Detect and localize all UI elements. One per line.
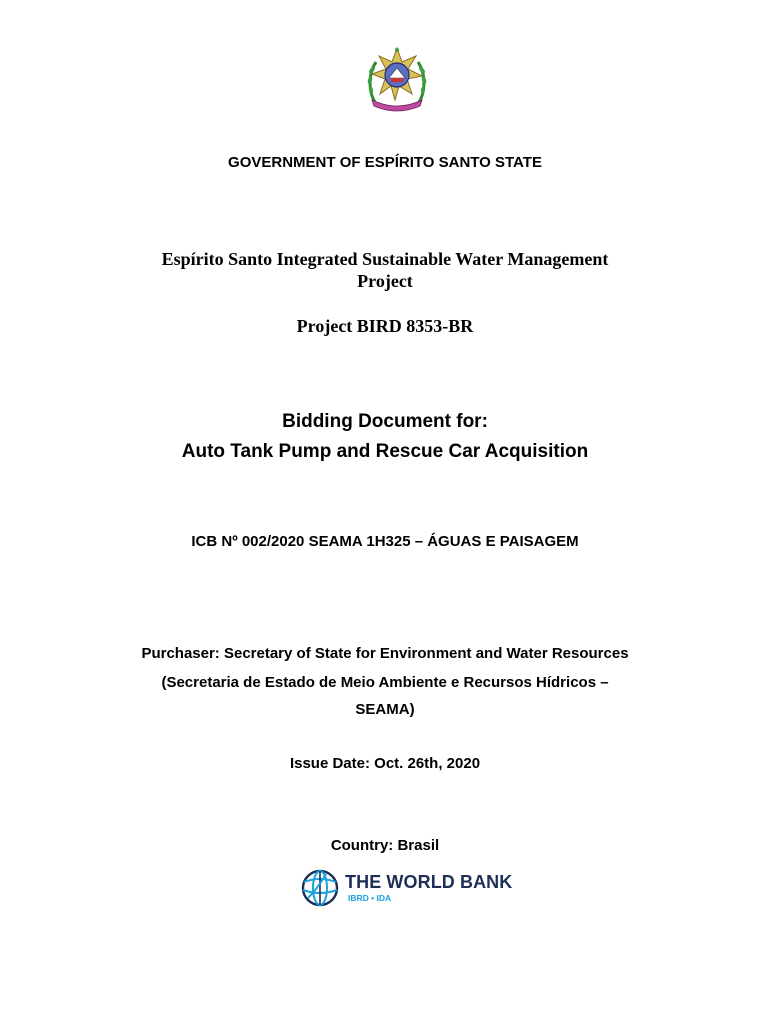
coat-of-arms-icon bbox=[362, 44, 432, 114]
world-bank-name: THE WORLD BANK bbox=[345, 872, 513, 892]
purchaser-line-1: Purchaser: Secretary of State for Environment and Water Resources bbox=[141, 645, 629, 662]
world-bank-subtitle: IBRD • IDA bbox=[348, 893, 392, 903]
project-title-line-1: Espírito Santo Integrated Sustainable Water Management bbox=[161, 249, 609, 269]
icb-reference: ICB Nº 002/2020 SEAMA 1H325 – ÁGUAS E PAISAGEM bbox=[191, 533, 579, 550]
purchaser-line-2: (Secretaria de Estado de Meio Ambiente e Recursos Hídricos – bbox=[161, 674, 609, 691]
government-heading: GOVERNMENT OF ESPÍRITO SANTO STATE bbox=[228, 154, 542, 171]
country-label: Country: Brasil bbox=[330, 837, 440, 854]
bidding-title-line-2: Auto Tank Pump and Rescue Car Acquisition bbox=[181, 441, 589, 462]
globe-icon bbox=[300, 868, 340, 908]
world-bank-logo bbox=[300, 866, 515, 912]
purchaser-line-3: SEAMA) bbox=[355, 701, 415, 718]
bidding-title-line-1: Bidding Document for: bbox=[282, 411, 488, 432]
project-code: Project BIRD 8353-BR bbox=[296, 316, 474, 336]
issue-date: Issue Date: Oct. 26th, 2020 bbox=[289, 755, 481, 772]
project-title-line-2: Project bbox=[357, 271, 413, 291]
